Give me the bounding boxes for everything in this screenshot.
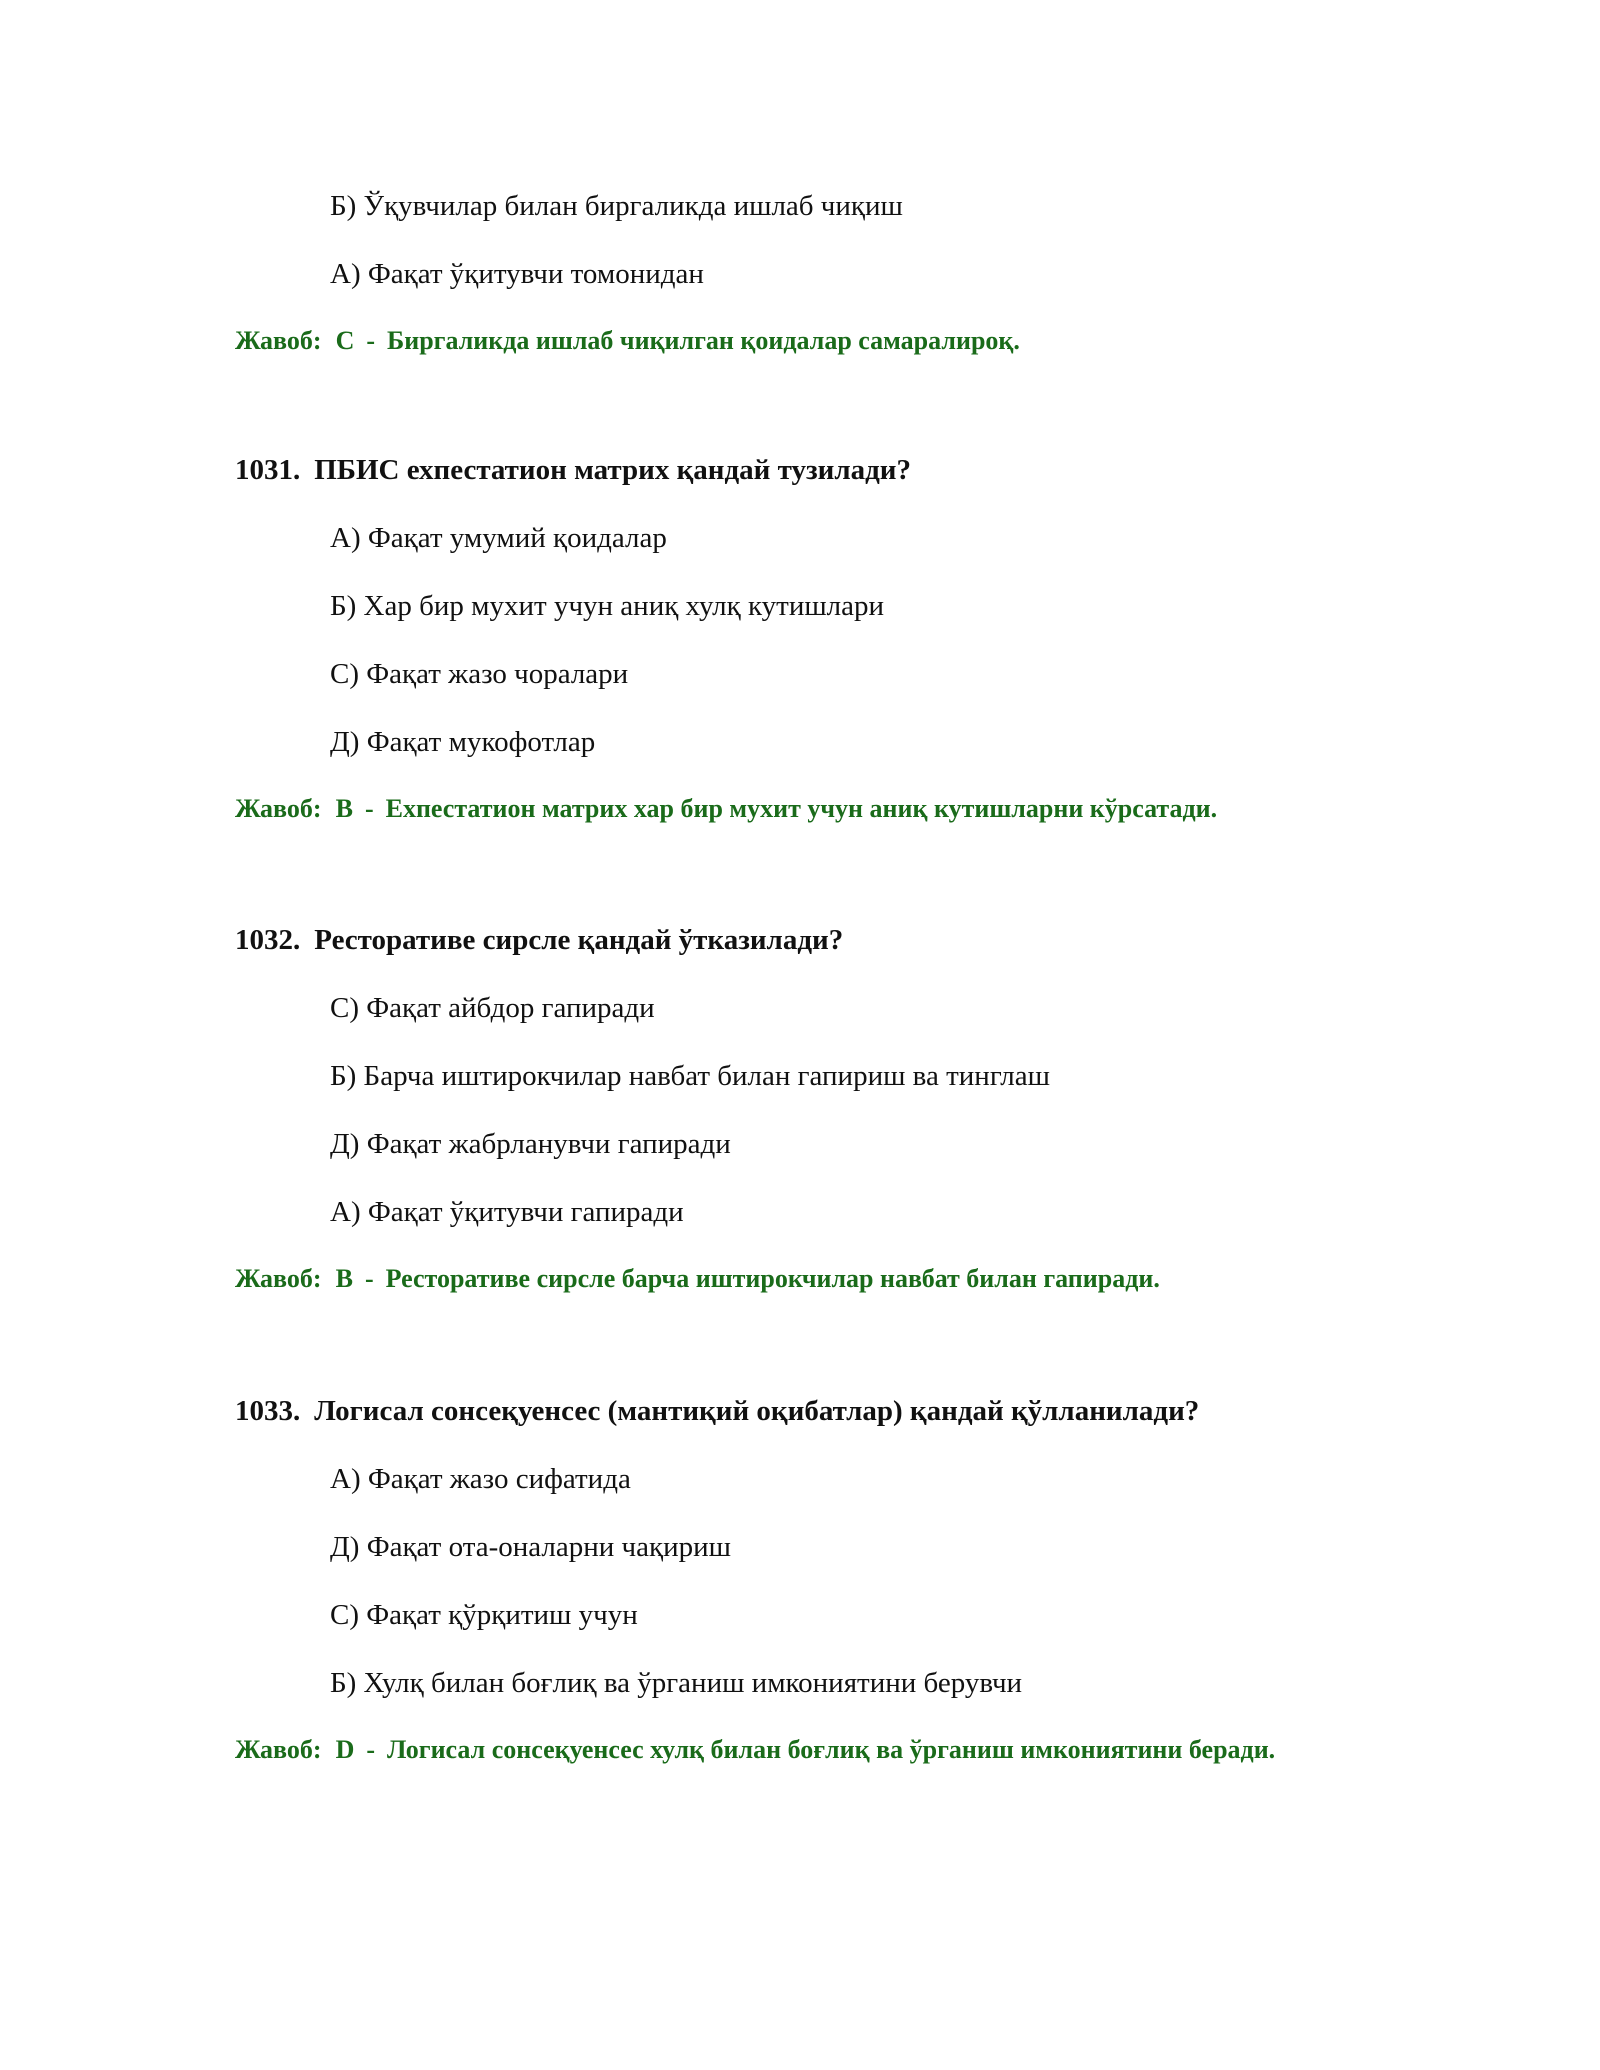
option-1033-b: Б) Хулқ билан боғлиқ ва ўрганиш имкониятини берувчи xyxy=(330,1667,1023,1699)
answer-letter: C xyxy=(335,326,355,355)
option-1030-b: Б) Ўқувчилар билан биргаликда ишлаб чиқиш xyxy=(330,190,903,222)
option-1031-d: Д) Фақат мукофотлар xyxy=(330,726,596,758)
option-1032-b: Б) Барча иштирокчилар навбат билан гапириш ва тинглаш xyxy=(330,1060,1050,1092)
answer-1032 xyxy=(235,1259,1365,1298)
option-1031-a: А) Фақат умумий қоидалар xyxy=(330,522,667,554)
answer-dash: - xyxy=(366,326,376,355)
answer-label: Жавоб: xyxy=(235,1735,322,1764)
question-1033 xyxy=(235,1393,1199,1429)
option-1032-c: С) Фақат айбдор гапиради xyxy=(330,992,655,1024)
answer-text: Ехпестатион матрих хар бир мухит учун аниқ кутишларни кўрсатади. xyxy=(385,794,1218,823)
answer-text: Биргаликда ишлаб чиқилган қоидалар самаралироқ. xyxy=(387,326,1020,355)
answer-dash: - xyxy=(364,794,374,823)
option-1033-d: Д) Фақат ота-оналарни чақириш xyxy=(330,1531,731,1563)
question-text: Логисал сонсеқуенсес (мантиқий оқибатлар) қандай қўлланилади? xyxy=(314,1395,1200,1427)
answer-label: Жавоб: xyxy=(235,794,322,823)
option-1030-a: А) Фақат ўқитувчи томонидан xyxy=(330,258,704,290)
question-text: Ресторативе сирсле қандай ўтказилади? xyxy=(314,924,844,956)
question-number: 1031. xyxy=(235,454,301,486)
option-1033-a: А) Фақат жазо сифатида xyxy=(330,1463,631,1495)
option-1033-c: С) Фақат қўрқитиш учун xyxy=(330,1599,638,1631)
answer-label: Жавоб: xyxy=(235,326,322,355)
answer-dash: - xyxy=(364,1264,374,1293)
option-1032-a: А) Фақат ўқитувчи гапиради xyxy=(330,1196,684,1228)
question-number: 1032. xyxy=(235,924,301,956)
answer-letter: B xyxy=(335,794,353,823)
answer-1031 xyxy=(235,789,1365,828)
answer-label: Жавоб: xyxy=(235,1264,322,1293)
answer-1030 xyxy=(235,321,1365,360)
option-1032-d: Д) Фақат жабрланувчи гапиради xyxy=(330,1128,731,1160)
answer-dash: - xyxy=(366,1735,376,1764)
answer-1033 xyxy=(235,1730,1365,1769)
answer-text: Логисал сонсеқуенсес хулқ билан боғлиқ ва ўрганиш имкониятини беради. xyxy=(387,1735,1276,1764)
answer-text: Ресторативе сирсле барча иштирокчилар навбат билан гапиради. xyxy=(385,1264,1160,1293)
answer-letter: D xyxy=(335,1735,355,1764)
option-1031-b: Б) Хар бир мухит учун аниқ хулқ кутишлари xyxy=(330,590,885,622)
answer-letter: B xyxy=(335,1264,353,1293)
option-1031-c: С) Фақат жазо чоралари xyxy=(330,658,629,690)
question-1031 xyxy=(235,452,911,488)
question-number: 1033. xyxy=(235,1395,301,1427)
question-1032 xyxy=(235,922,843,958)
question-text: ПБИС ехпестатион матрих қандай тузилади? xyxy=(314,454,912,486)
